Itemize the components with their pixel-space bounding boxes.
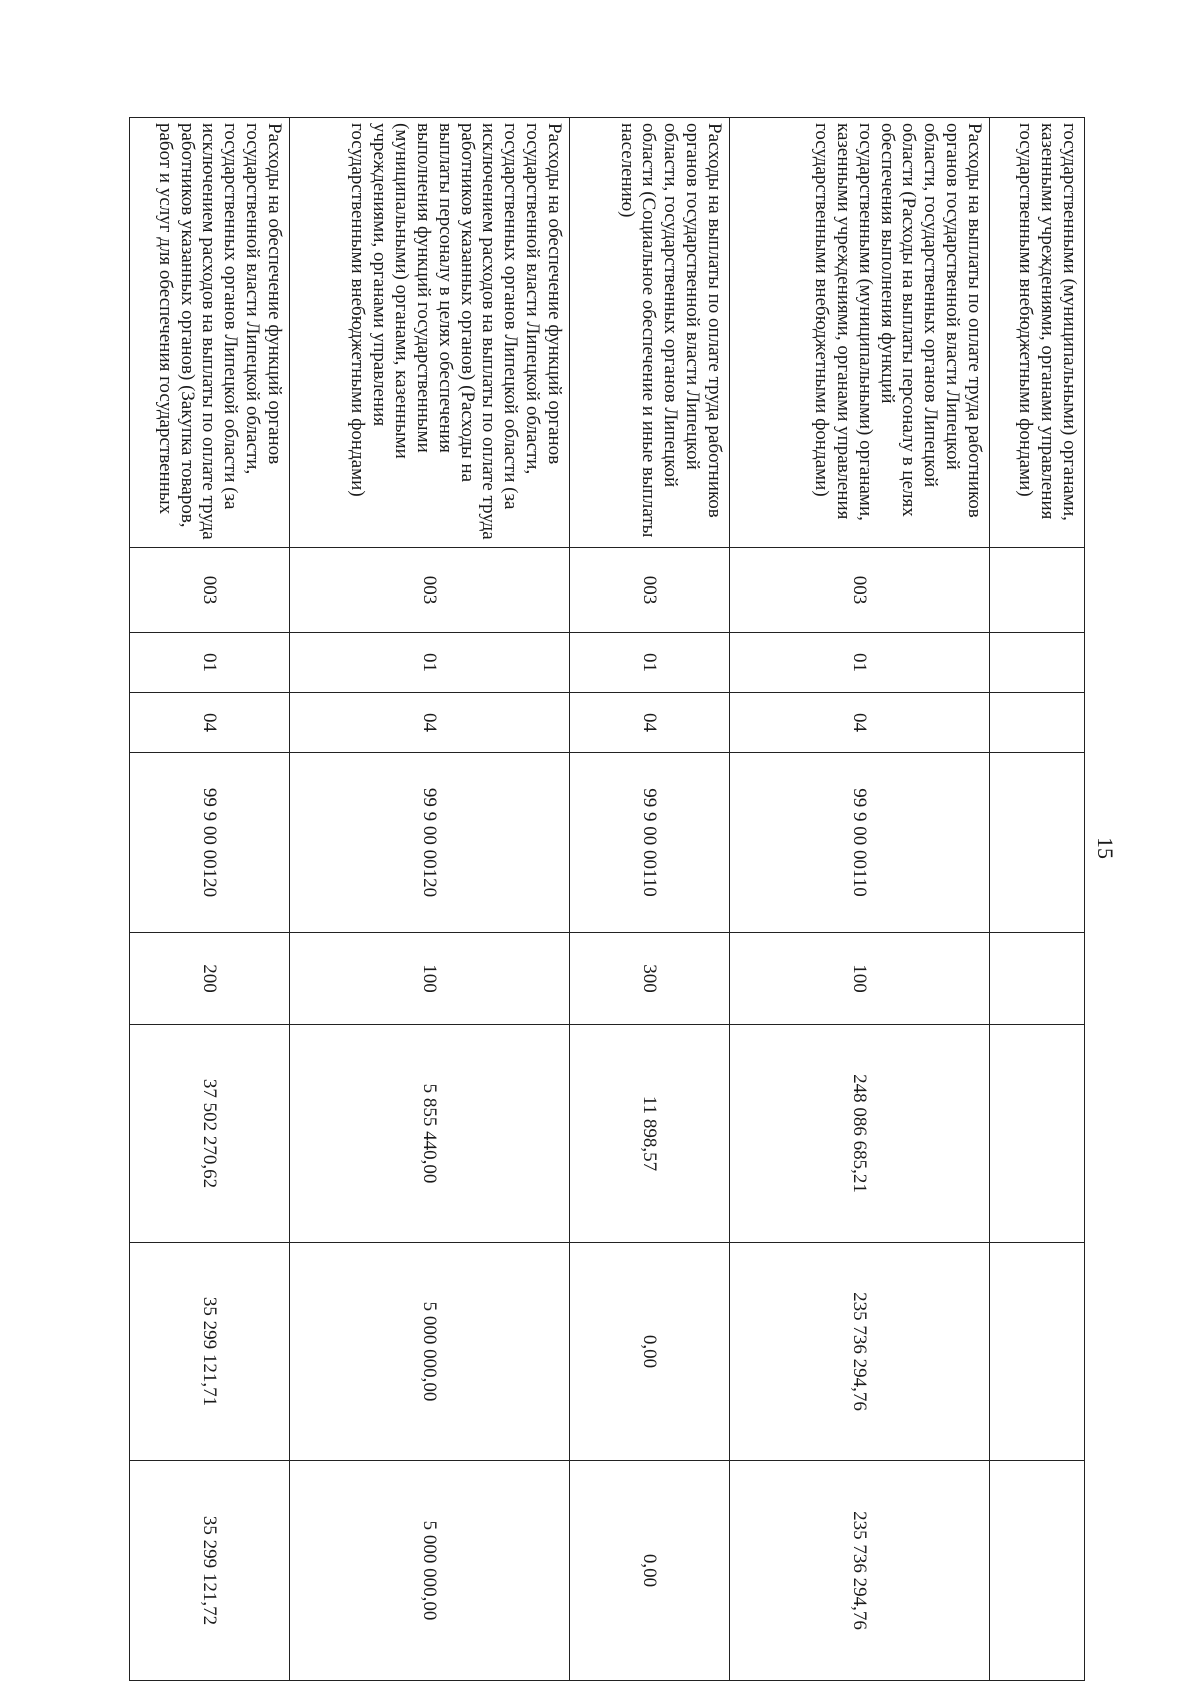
row-description: Расходы на выплаты по оплате труда работников органов государственной власти Липецкой области, государственных органов Липецкой области (Социальное обеспечение и иные выплаты населению) — [570, 118, 730, 548]
row-ved-code: 003 — [290, 548, 570, 633]
row-section-code: 01 — [290, 633, 570, 693]
row-expense-type: 300 — [570, 933, 730, 1025]
row-sum-2: 235 736 294,76 — [730, 1243, 990, 1461]
row-description: Расходы на обеспечение функций органов государственной власти Липецкой области, государственных органов Липецкой области (за исключением расходов на выплаты по оплате труда работников указанных органов) (Закупка товаров, работ и услуг для обеспечения государственных — [130, 118, 290, 548]
row-subsection-code — [990, 693, 1085, 753]
row-section-code — [990, 633, 1085, 693]
row-subsection-code: 04 — [730, 693, 990, 753]
row-target-article: 99 9 00 00110 — [730, 753, 990, 933]
row-sum-1: 5 855 440,00 — [290, 1025, 570, 1243]
row-sum-3: 35 299 121,72 — [130, 1461, 290, 1681]
row-target-article: 99 9 00 00110 — [570, 753, 730, 933]
row-sum-2: 5 000 000,00 — [290, 1243, 570, 1461]
row-ved-code — [990, 548, 1085, 633]
row-expense-type: 100 — [730, 933, 990, 1025]
row-sum-1: 37 502 270,62 — [130, 1025, 290, 1243]
row-sum-3: 235 736 294,76 — [730, 1461, 990, 1681]
row-sum-2: 35 299 121,71 — [130, 1243, 290, 1461]
table-row — [290, 118, 570, 1681]
row-sum-1 — [990, 1025, 1085, 1243]
page-number: 15 — [1093, 837, 1118, 859]
row-section-code: 01 — [570, 633, 730, 693]
row-subsection-code: 04 — [290, 693, 570, 753]
budget-table — [129, 117, 1085, 1681]
row-ved-code: 003 — [570, 548, 730, 633]
row-description: Расходы на выплаты по оплате труда работников органов государственной власти Липецкой области, государственных органов Липецкой области (Расходы на выплаты персоналу в целях обеспечения выполнения функций государственными (муниципальными) органами, казенными учреждениями, органами управления государственными внебюджетными фондами) — [730, 118, 990, 548]
row-sum-3: 5 000 000,00 — [290, 1461, 570, 1681]
row-target-article: 99 9 00 00120 — [290, 753, 570, 933]
row-sum-2 — [990, 1243, 1085, 1461]
table-row — [130, 118, 290, 1681]
table-row — [570, 118, 730, 1681]
row-expense-type: 200 — [130, 933, 290, 1025]
row-ved-code: 003 — [730, 548, 990, 633]
row-description: Расходы на обеспечение функций органов государственной власти Липецкой области, государственных органов Липецкой области (за исключением расходов на выплаты по оплате труда работников указанных органов) (Расходы на выплаты персоналу в целях обеспечения выполнения функций государственными (муниципальными) органами, казенными учреждениями, органами управления государственными внебюджетными фондами) — [290, 118, 570, 548]
table-row — [990, 118, 1085, 1681]
row-target-article: 99 9 00 00120 — [130, 753, 290, 933]
row-description: государственными (муниципальными) органами, казенными учреждениями, органами управления государственными внебюджетными фондами) — [990, 118, 1085, 548]
budget-table-rotated — [130, 117, 1085, 1680]
row-sum-3: 0,00 — [570, 1461, 730, 1681]
row-sum-3 — [990, 1461, 1085, 1681]
table-row — [730, 118, 990, 1681]
row-subsection-code: 04 — [130, 693, 290, 753]
row-ved-code: 003 — [130, 548, 290, 633]
row-expense-type — [990, 933, 1085, 1025]
row-sum-1: 11 898,57 — [570, 1025, 730, 1243]
row-section-code: 01 — [130, 633, 290, 693]
row-subsection-code: 04 — [570, 693, 730, 753]
row-section-code: 01 — [730, 633, 990, 693]
row-expense-type: 100 — [290, 933, 570, 1025]
row-sum-1: 248 086 685,21 — [730, 1025, 990, 1243]
row-target-article — [990, 753, 1085, 933]
row-sum-2: 0,00 — [570, 1243, 730, 1461]
